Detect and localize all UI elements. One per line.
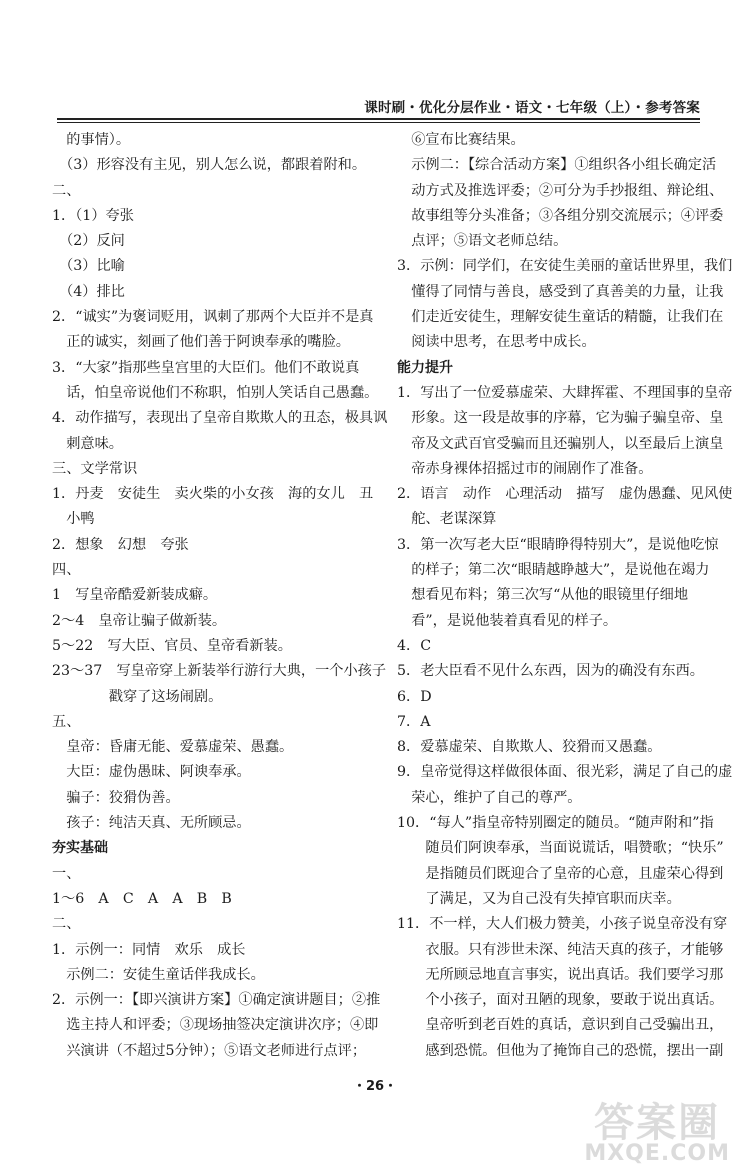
answer-line: 阅读中思考，在思考中成长。 (397, 334, 596, 351)
answer-line: 们走近安徒生，理解安徒生童话的精髓，让我们在 (397, 309, 724, 326)
section-heading: 能力提升 (397, 359, 453, 376)
answer-line: 懂得了同情与善良，感受到了真善美的力量，让我 (397, 283, 724, 300)
answer-line: 孩子：纯洁天真、无所顾忌。 (52, 815, 251, 832)
answer-line: 荣心，维护了自己的尊严。 (397, 789, 582, 806)
answer-line: 示例二：【综合活动方案】①组织各小组长确定活 (397, 157, 717, 174)
answer-line: 随员们阿谀奉承，当面说谎话，唱赞歌；“快乐” (397, 840, 724, 857)
answer-line: 个小孩子，面对丑陋的现象，要敢于说出真话。 (397, 992, 724, 1009)
answer-line: 1．示例一：同情 欢乐 成长 (52, 941, 246, 958)
answer-line: 23～37 写皇帝穿上新装举行游行大典，一个小孩子 (52, 663, 387, 680)
answer-line: 的样子；第二次“眼睛越睁越大”，是说他在竭力 (397, 562, 710, 579)
answer-line: 5～22 写大臣、官员、皇帝看新装。 (52, 637, 292, 654)
answer-line: ⑥宣布比赛结果。 (397, 132, 525, 148)
answer-line: 戳穿了这场闹剧。 (52, 688, 223, 705)
answer-line: 小鸭 (52, 511, 95, 528)
answer-line: 3．“大家”指那些皇宫里的大臣们。他们不敢说真 (52, 359, 360, 376)
answer-line: 1～6 A C A A B B (52, 890, 232, 907)
answer-line: 兴演讲（不超过5分钟）；⑤语文老师进行点评； (52, 1042, 367, 1059)
header-rule-thin (57, 122, 700, 123)
answer-line: 8．爱慕虚荣、自欺欺人、狡猾而又愚蠢。 (397, 739, 662, 756)
answer-line: 2．示例一：【即兴演讲方案】①确定演讲题目；②推 (52, 992, 381, 1009)
answer-line: 5．老大臣看不见什么东西，因为的确没有东西。 (397, 663, 704, 680)
answer-line: 一、 (52, 865, 81, 882)
answer-line: 3．示例：同学们，在安徒生美丽的童话世界里，我们 (397, 258, 733, 275)
answer-line: 2～4 皇帝让骗子做新装。 (52, 612, 227, 629)
answer-line: 选主持人和评委；③现场抽签决定演讲次序；④即 (52, 1017, 379, 1034)
answer-line: 了满足，又为自己没有失掉官职而庆幸。 (397, 890, 681, 907)
answer-line: 动方式及推选评委；②可分为手抄报组、辩论组、 (397, 182, 724, 199)
answer-line: 皇帝：昏庸无能、爱慕虚荣、愚蠢。 (52, 739, 294, 756)
left-column (52, 128, 387, 1064)
answer-line: 三、文学常识 (52, 460, 138, 477)
answer-line: 五、 (52, 713, 81, 730)
answer-line: 二、 (52, 916, 81, 933)
answer-line: 无所顾忌地直言事实，说出真话。我们要学习那 (397, 966, 724, 983)
section-heading: 夯实基础 (52, 840, 108, 857)
watermark-text: 答案圈 (594, 1100, 721, 1146)
answer-line: 帝及文武百官受骗而且还骗别人，以至最后上演皇 (397, 435, 724, 452)
answer-line: 舵、老谋深算 (397, 511, 497, 528)
answer-line: 11．不一样，大人们极力赞美，小孩子说皇帝没有穿 (397, 916, 728, 933)
answer-line: 2．想象 幻想 夸张 (52, 536, 189, 553)
answer-line: 形象。这一段是故事的序幕，它为骗子骗皇帝、皇 (397, 410, 724, 427)
watermark-logo (584, 1100, 730, 1166)
answer-line: 的事情）。 (52, 132, 131, 148)
answer-line: 3．第一次写老大臣“眼睛睁得特别大”，是说他吃惊 (397, 536, 719, 553)
answer-line: 4．C (397, 637, 432, 654)
answer-line: 1．（1）夸张 (52, 207, 134, 224)
answer-line: 示例二：安徒生童话伴我成长。 (52, 966, 265, 983)
answer-line: 帝赤身裸体招摇过市的闹剧作了准备。 (397, 460, 653, 477)
page-header: 课时刷・优化分层作业・语文・七年级（上）・参考答案 (364, 100, 700, 116)
answer-line: 看”，是说他装着真看见的样子。 (397, 612, 618, 629)
answer-line: 9．皇帝觉得这样做很体面、很光彩，满足了自己的虚 (397, 764, 733, 781)
answer-line: 正的诚实，刻画了他们善于阿谀奉承的嘴脸。 (52, 334, 350, 351)
answer-line: 刺意味。 (52, 435, 123, 452)
answer-line: 二、 (52, 182, 81, 199)
answer-line: （3）比喻 (52, 258, 125, 275)
answer-line: 1．写出了一位爱慕虚荣、大肆挥霍、不理国事的皇帝 (397, 384, 733, 401)
answer-line: 4．动作描写，表现出了皇帝自欺欺人的丑态，极具讽 (52, 410, 388, 427)
watermark-url: MXQE.COM (584, 1141, 730, 1166)
answer-line: （3）形容没有主见，别人怎么说，都跟着附和。 (52, 157, 367, 174)
right-column (397, 128, 733, 1064)
answer-line: 故事组等分头准备；③各组分别交流展示；④评委 (397, 207, 724, 224)
answer-line: 7．A (397, 713, 431, 730)
answer-line: 点评；⑤语文老师总结。 (397, 233, 568, 250)
answer-line: 6．D (397, 688, 432, 705)
answer-line: 骗子：狡猾伪善。 (52, 789, 180, 806)
answer-line: 是指随员们既迎合了皇帝的心意，且虚荣心得到 (397, 865, 724, 882)
answer-line: 衣服。只有涉世未深、纯洁天真的孩子，才能够 (397, 941, 724, 958)
answer-line: 想看见布料；第三次写“从他的眼镜里仔细地 (397, 587, 689, 604)
page-number: ・26・ (352, 1079, 398, 1094)
answer-line: 2．“诚实”为褒词贬用，讽刺了那两个大臣并不是真 (52, 309, 374, 326)
header-rule-thick (57, 118, 700, 120)
answer-line: 1．丹麦 安徒生 卖火柴的小女孩 海的女儿 丑 (52, 486, 374, 503)
answer-line: 皇帝听到老百姓的真话，意识到自己受骗出丑， (397, 1017, 724, 1034)
answer-line: 四、 (52, 562, 81, 579)
answer-line: 大臣：虚伪愚昧、阿谀奉承。 (52, 764, 251, 781)
answer-line: （4）排比 (52, 283, 125, 300)
answer-line: （2）反问 (52, 233, 125, 250)
answer-line: 10．“每人”指皇帝特别圈定的随员。“随声附和”指 (397, 815, 714, 832)
answer-line: 感到恐慌。但他为了掩饰自己的恐慌，摆出一副 (397, 1042, 724, 1059)
answer-line: 1 写皇帝酷爱新装成癖。 (52, 587, 218, 604)
answer-line: 话，怕皇帝说他们不称职，怕别人笑话自己愚蠢。 (52, 384, 379, 401)
answer-line: 2．语言 动作 心理活动 描写 虚伪愚蠢、见风使 (397, 486, 733, 503)
